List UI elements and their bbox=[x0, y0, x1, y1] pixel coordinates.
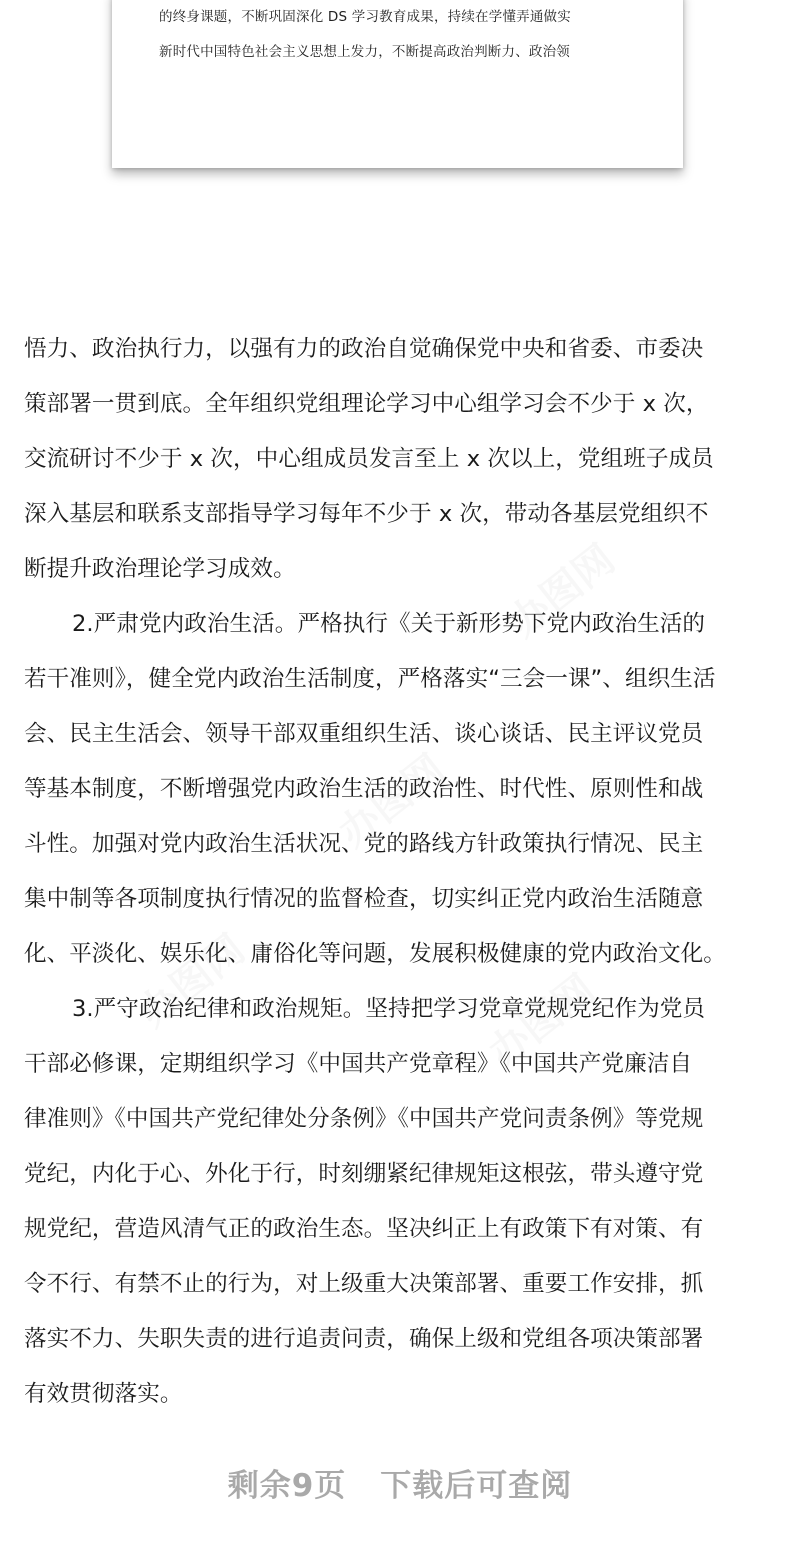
body-text-line: 化、平淡化、娱乐化、庸俗化等问题，发展积极健康的党内政治文化。 bbox=[24, 941, 726, 967]
watermark: 办图网 bbox=[330, 746, 454, 857]
body-text-line: 规党纪，营造风清气正的政治生态。坚决纠正上有政策下有对策、有 bbox=[24, 1216, 704, 1242]
body-text-line: 有效贯彻落实。 bbox=[24, 1381, 183, 1407]
document-body bbox=[24, 322, 776, 1422]
watermark: 办图网 bbox=[130, 926, 254, 1037]
body-text-line: 落实不力、失职失责的进行追责问责，确保上级和党组各项决策部署 bbox=[24, 1326, 704, 1352]
preview-text-line: 新时代中国特色社会主义思想上发力，不断提高政治判断力、政治领 bbox=[159, 44, 570, 60]
body-text-line: 交流研讨不少于 x 次，中心组成员发言至上 x 次以上，党组班子成员 bbox=[24, 446, 714, 472]
body-text-line: 3.严守政治纪律和政治规矩。坚持把学习党章党规党纪作为党员 bbox=[72, 996, 706, 1022]
body-text-line: 2.严肃党内政治生活。严格执行《关于新形势下党内政治生活的 bbox=[72, 611, 706, 637]
body-text-line: 斗性。加强对党内政治生活状况、党的路线方针政策执行情况、民主 bbox=[24, 831, 704, 857]
body-text-line: 悟力、政治执行力，以强有力的政治自觉确保党中央和省委、市委决 bbox=[24, 336, 704, 362]
body-text-line: 等基本制度，不断增强党内政治生活的政治性、时代性、原则性和战 bbox=[24, 776, 704, 802]
body-text-line: 律准则》《中国共产党纪律处分条例》《中国共产党问责条例》等党规 bbox=[24, 1106, 704, 1132]
remaining-pages-note bbox=[0, 1462, 800, 1510]
watermark: 办图网 bbox=[500, 536, 624, 647]
body-text-line: 集中制等各项制度执行情况的监督检查，切实纠正党内政治生活随意 bbox=[24, 886, 704, 912]
body-text-line: 断提升政治理论学习成效。 bbox=[24, 556, 296, 582]
remaining-pages-count: 剩余9页 bbox=[227, 1468, 347, 1504]
body-text-line: 令不行、有禁不止的行为，对上级重大决策部署、重要工作安排，抓 bbox=[24, 1271, 704, 1297]
preview-text-line: 的终身课题，不断巩固深化 DS 学习教育成果，持续在学懂弄通做实 bbox=[159, 9, 571, 25]
body-text-line: 党纪，内化于心、外化于行，时刻绷紧纪律规矩这根弦，带头遵守党 bbox=[24, 1161, 704, 1187]
body-text-line: 会、民主生活会、领导干部双重组织生活、谈心谈话、民主评议党员 bbox=[24, 721, 704, 747]
page-preview-card bbox=[112, 0, 683, 168]
body-text-line: 干部必修课，定期组织学习《中国共产党章程》《中国共产党廉洁自 bbox=[24, 1051, 693, 1077]
body-text-line: 深入基层和联系支部指导学习每年不少于 x 次，带动各基层党组织不 bbox=[24, 501, 709, 527]
body-text-line: 若干准则》，健全党内政治生活制度，严格落实“三会一课”、组织生活 bbox=[24, 666, 716, 692]
watermark: 办图网 bbox=[480, 966, 604, 1077]
download-hint: 下载后可查阅 bbox=[380, 1468, 573, 1504]
body-text-line: 策部署一贯到底。全年组织党组理论学习中心组学习会不少于 x 次， bbox=[24, 391, 709, 417]
